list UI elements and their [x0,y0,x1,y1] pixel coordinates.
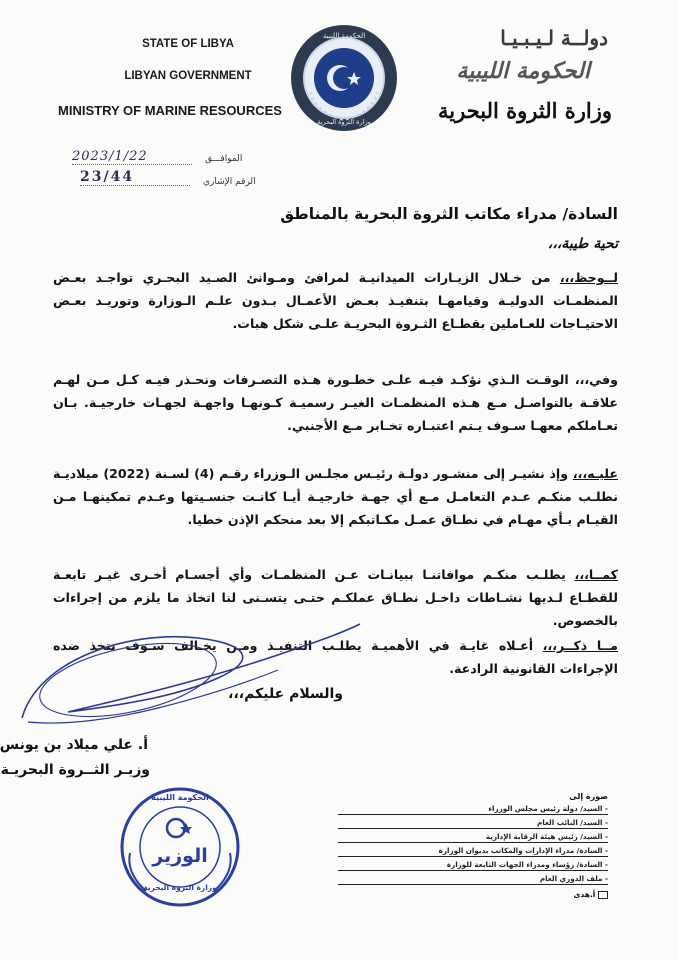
header-ar-state: دولــة لـيـبـيـا [500,26,608,50]
paragraph-1-text: من خـلال الزيـارات الميدانيـة لمرافئ ومـوانئ الصـيد البحـري تواجـد بعـض المنظمـات الدوليـة وقيامهـا بتنفيـذ بعـض الأعمـال بـدون علـم الـوزارة وتوريـد بعـض الاحتيـاجات للعـاملين بقطـاع الثـروة البحريـة علـى شكل هبات. [53,270,618,331]
paragraph-4-text: يطلـب منكـم موافاتنـا ببيانـات عـن المنظمـات وأي أجسـام أخـرى غيـر تابعـة للقطـاع لـديها نشـاطات داخـل نطـاق عملكـم حتـى يتسـنى لنا اتخاذ ما يلزم من إجراءات بالخصوص. [53,567,618,628]
header-ar-government: الحكومة الليبية [456,58,590,84]
paragraph-3 [53,462,618,531]
archive-icon [598,891,608,899]
paragraph-5-lead: مــا ذكــر،،، [542,638,618,653]
cc-item: - السادة/ مدراء الإدارات والمكاتب بديوان الوزارة [338,845,608,857]
cc-heading: صورة إلى [569,792,608,801]
paragraph-4-lead: كمــا،،، [574,567,618,582]
date-label: الموافـــق [205,154,243,164]
reference-number-value: 23/44 [80,169,190,186]
cc-initials: أ.هدى [574,890,608,899]
reference-number-label: الرقم الإشاري [203,177,256,187]
cc-item: - ملف الدوري العام [338,873,608,885]
header-en-government: LIBYAN GOVERNMENT [124,70,252,82]
paragraph-1-lead: لــوحظ،،، [559,270,618,285]
paragraph-5-text: أعـلاه غايـة في الأهميـة يطلـب التنفيـذ ومـن يخـالف سـوف نتخذ ضده الإجراءات القانونية الرادعة. [53,638,618,676]
cc-item: - السيد/ دولة رئيس مجلس الوزراء [338,803,608,815]
signatory-title: وزيـر الثــروة البحريـة [0,762,150,778]
signature-scribble [8,600,368,750]
paragraph-2-text: الوقـت الـذي نؤكـد فيـه علـى خطـورة هـذه التصـرفات ونحـذر فيـه كـل مـن لهـم علاقـة بالتواصـل مـع هـذه المنظمـات الغيـر رسميـة كـونهـا واجهـة لجهـات خارجيـة. بـان تعـاملكم معهـا سـوف يـتم اعتبـاره تخـابر مـع الأجنبي. [53,372,618,433]
paragraph-2-lead: وفي،،، [574,372,618,387]
government-seal [288,22,400,134]
paragraph-2 [53,368,618,437]
seal-top-text: الحكومة الليبية [322,32,366,40]
paragraph-3-lead: عليـه،،، [572,466,619,481]
seal-bottom-text: وزارة الثروة البحرية [317,118,371,126]
header-en-ministry: MINISTRY OF MARINE RESOURCES [58,103,282,118]
stamp-center-text: الوزير [152,845,208,867]
header-en-state: STATE OF LIBYA [142,38,234,50]
minister-stamp [116,783,244,911]
cc-item: - السادة/ رؤساء ومدراء الجهات التابعة للوزارة [338,859,608,871]
closing: والسلام عليكم،،، [228,686,343,702]
paragraph-1 [53,266,618,335]
greeting: تحية طيبة،،، [547,236,618,252]
header-ar-ministry: وزارة الثروة البحرية [438,98,612,123]
date-value: 2023/1/22 [72,149,192,165]
paragraph-3-text: وإذ نشيـر إلى منشـور دولـة رئيـس مجلـس الـوزراء رقـم (4) لسـنة (2022) ميلاديـة نطلـب منكـم عـدم التعامـل مـع أي جهـة خارجيـة أيـا كانـت جنسـيتها وعـدم تمكينهـا مـن القيـام بـأي مهـام في نطـاق عمـل مكـاتبكم إلا بعد منحكم الإذن خطيا. [53,466,618,527]
cc-item: - السيد/ رئيس هيئة الرقابة الإدارية [338,831,608,843]
signatory-name: أ. علي ميلاد بن يونس [0,737,148,753]
recipient: السادة/ مدراء مكاتب الثروة البحرية بالمناطق [280,205,618,223]
stamp-bottom-text: وزارة الثروة البحرية [143,883,217,892]
stamp-top-text: الحكومة الليبية [151,793,209,802]
cc-item: - السيد/ النائب العام [338,817,608,829]
